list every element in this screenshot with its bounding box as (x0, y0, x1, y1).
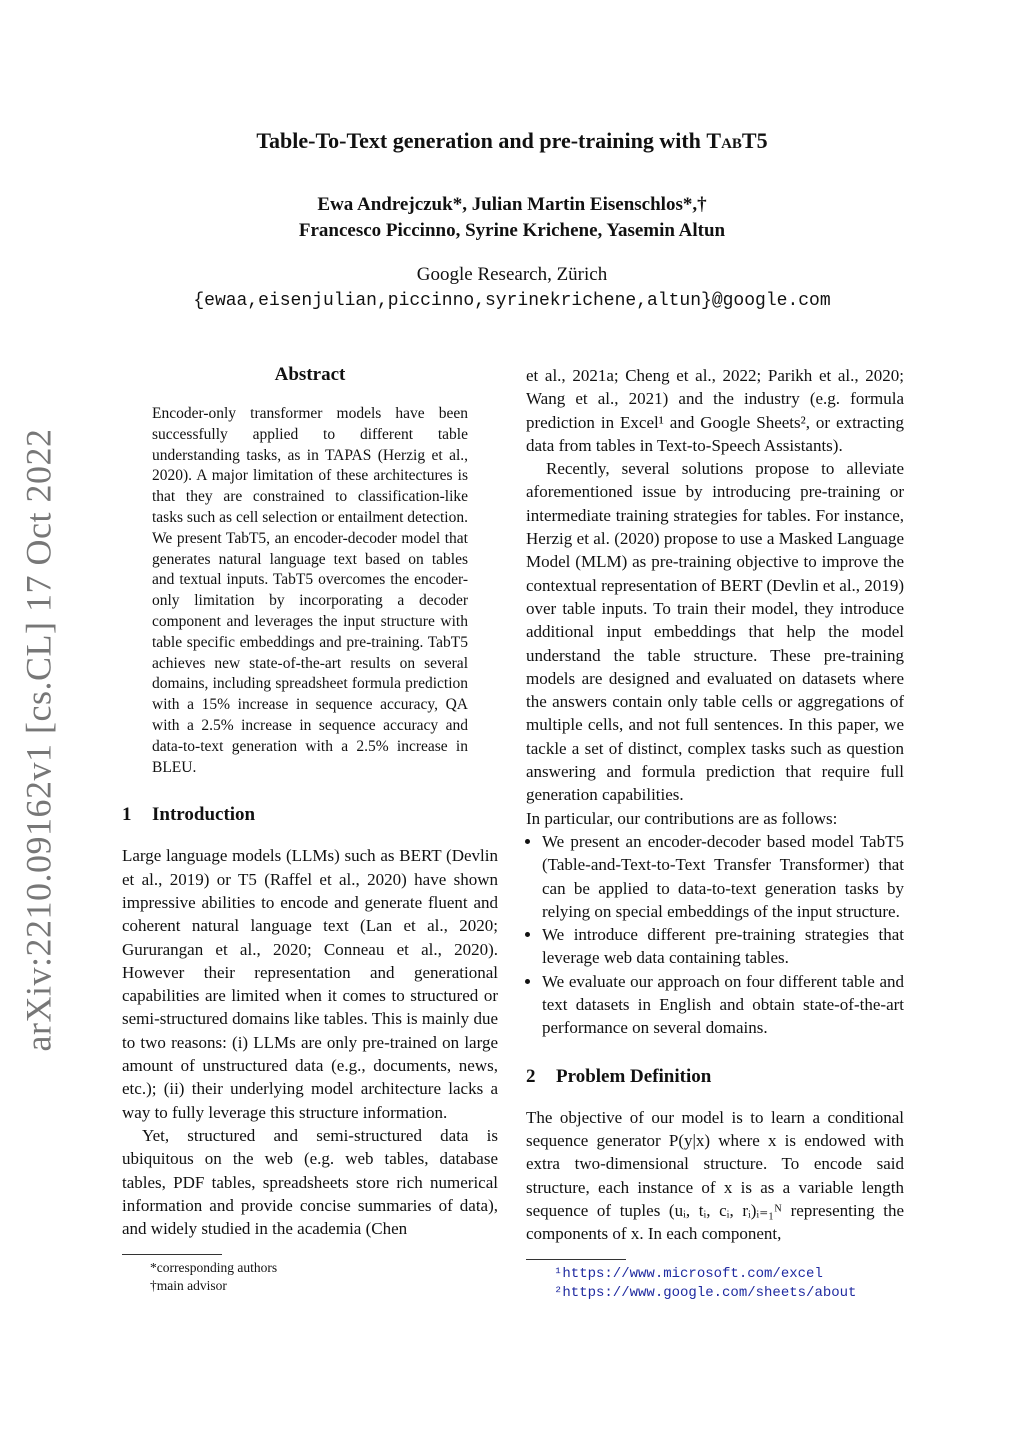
abstract-body: Encoder-only transformer models have been successfully applied to different table understanding tasks, as in TAPAS (Herzig et al., 2020). A major limitation of these architectures is that they are constrained to classification-like tasks such as cell selection or entailment detection. We present TabT5, an encoder-decoder model that generates natural language text based on tables and textual inputs. TabT5 overcomes the encoder-only limitation by incorporating a decoder component and leverages the input structure with table specific embeddings and pre-training. TabT5 achieves new state-of-the-art results on several domains, including spreadsheet formula prediction with a 15% increase in sequence accuracy, QA with a 2.5% increase in sequence accuracy and data-to-text generation with a 2.5% increase in BLEU. (152, 405, 468, 776)
section-heading-problem-definition (526, 1066, 904, 1088)
left-column (122, 364, 498, 1295)
authors-line-1: Ewa Andrejczuk*, Julian Martin Eisenschlos*,† (317, 194, 707, 215)
title-brand: TabT5 (706, 128, 768, 153)
list-item: • We evaluate our approach on four different table and text datasets in English and obtain state-of-the-art performance on several domains. (542, 970, 904, 1040)
list-item: • We present an encoder-decoder based model TabT5 (Table-and-Text-to-Text Transfer Transformer) that can be applied to data-to-text generation tasks by relying on special embeddings of the input structure. (542, 830, 904, 923)
affiliation: Google Research, Zürich (416, 264, 608, 285)
footnote-divider (526, 1259, 626, 1260)
footnote-advisor: †main advisor (150, 1278, 227, 1294)
footnote-sheets-link[interactable]: ²https://www.google.com/sheets/about (554, 1285, 857, 1302)
section-title: Problem Definition (556, 1065, 712, 1087)
intro-paragraph-3: Recently, several solutions propose to alleviate aforementioned issue by introducing pre-training or intermediate training strategies for tables. For instance, Herzig et al. (2020) propose to use a Masked Language Model (MLM) as pre-training objective to improve the contextual representation of BERT (Devlin et al., 2019) over table inputs. To train their model, they introduce additional input embeddings that help the model understand the table structure. These pre-training models are designed and evaluated on datasets where the answers contain only table cells or aggregations of multiple cells, and not full sentences. In this paper, we tackle a set of distinct, complex tasks such as question answering and formula prediction that require full generation capabilities. (526, 459, 904, 805)
list-item: • We introduce different pre-training strategies that leverage web data containing tables. (542, 923, 904, 970)
footnote-divider (122, 1254, 222, 1255)
title-text: Table-To-Text generation and pre-training with (256, 128, 707, 153)
authors-line-2: Francesco Piccinno, Syrine Krichene, Yasemin Altun (298, 220, 726, 241)
arxiv-id: arXiv:2210.09162v1 [cs.CL] 17 Oct 2022 (18, 428, 59, 1052)
intro-paragraph-4: In particular, our contributions are as follows: (526, 808, 838, 828)
paper-title (0, 128, 1024, 154)
section-heading-introduction (122, 804, 498, 826)
footnote-excel-link[interactable]: ¹https://www.microsoft.com/excel (554, 1266, 823, 1283)
intro-paragraph-2-continued: et al., 2021a; Cheng et al., 2022; Parikh et al., 2020; Wang et al., 2021) and the industry (e.g. formula prediction in Excel¹ and Google Sheets², or extracting data from tables in Text-to-Speech Assistants). (526, 366, 904, 455)
author-emails: {ewaa,eisenjulian,piccinno,syrinekrichene,altun}@google.com (193, 291, 831, 311)
section-title: Introduction (152, 804, 256, 826)
right-column (526, 364, 904, 1302)
intro-paragraph-2: Yet, structured and semi-structured data is ubiquitous on the web (e.g. web tables, database tables, PDF tables, spreadsheets store rich numerical information and provide concise summaries of data), and widely studied in the academia (Chen (122, 1125, 498, 1239)
contributions-list (526, 830, 904, 1040)
section-number: 1 (122, 804, 132, 826)
authors (0, 192, 1024, 244)
footnote-corresponding: *corresponding authors (150, 1260, 278, 1276)
abstract-heading: Abstract (274, 364, 346, 385)
affiliation-block (0, 262, 1024, 314)
arxiv-sidebar (8, 420, 68, 1060)
problem-paragraph-1: The objective of our model is to learn a conditional sequence generator P(y|x) where x is endowed with extra two-dimensional structure. To encode said structure, each instance of x is as a variable length sequence of tuples (uᵢ, tᵢ, cᵢ, rᵢ)ᵢ₌₁ᴺ representing the components of x. In each component, (526, 1107, 904, 1244)
section-number: 2 (526, 1065, 536, 1087)
intro-paragraph-1: Large language models (LLMs) such as BERT (Devlin et al., 2019) or T5 (Raffel et al., 2020) have shown impressive abilities to encode and generate fluent and coherent natural language text (Lan et al., 2020; Gururangan et al., 2020; Conneau et al., 2020). However their representation and generational capabilities are limited when it comes to structured or semi-structured domains like tables. This is mainly due to two reasons: (i) LLMs are only pre-trained on large amount of unstructured data (e.g., documents, news, etc.); (ii) their underlying model architecture lacks a way to fully leverage this structure information. (122, 846, 498, 1122)
